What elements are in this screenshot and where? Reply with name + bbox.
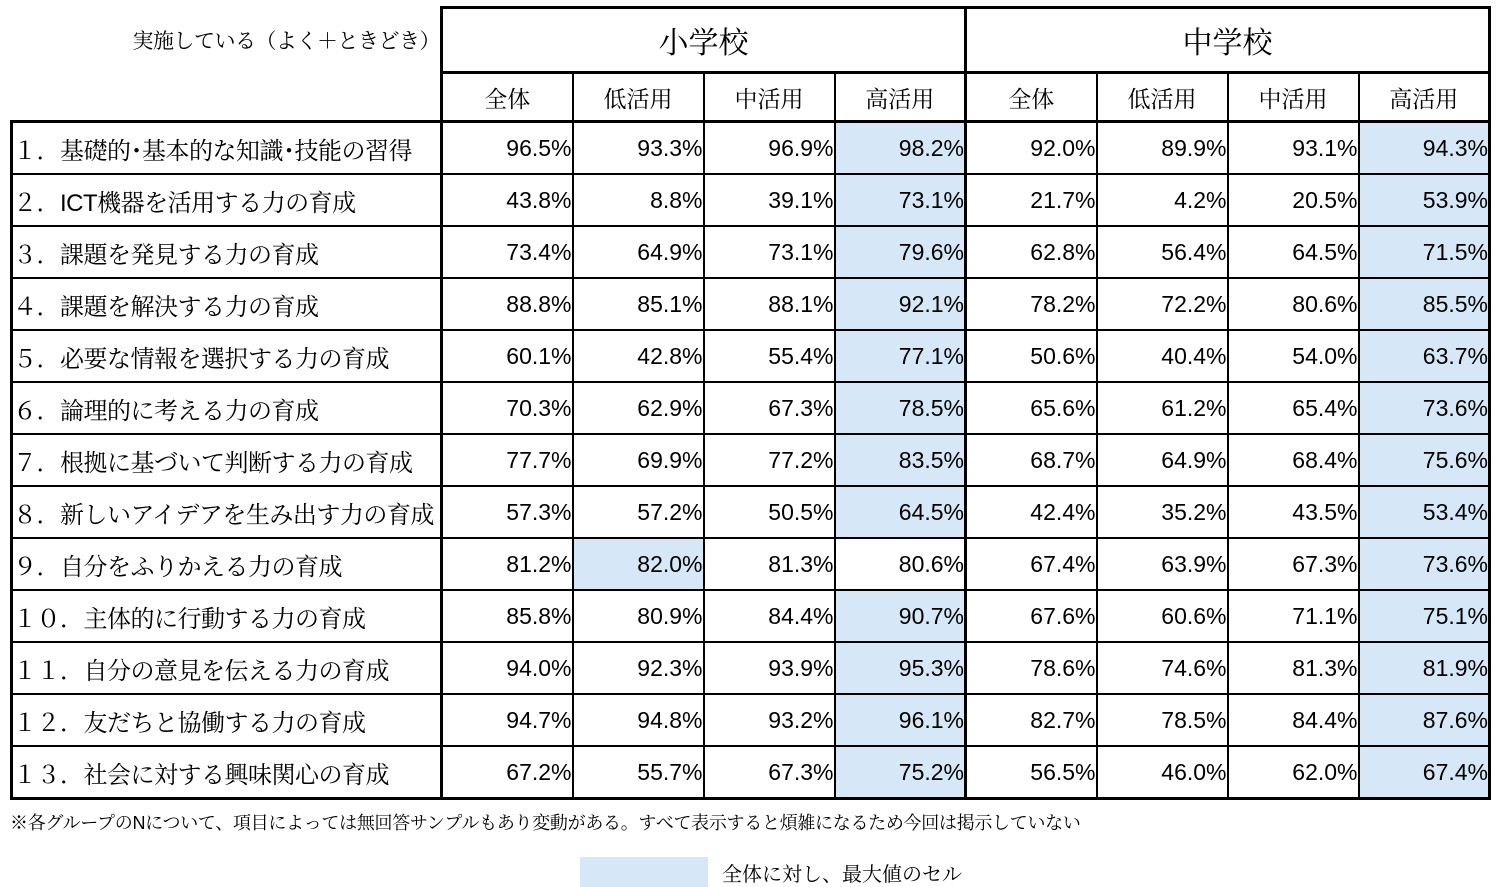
legend-label: 全体に対し、最大値のセル (722, 863, 962, 886)
header-group-juniorhigh: 中学校 (966, 8, 1490, 73)
value-cell: 64.5% (1228, 226, 1359, 278)
value-cell: 62.8% (966, 226, 1097, 278)
value-cell: 93.3% (573, 122, 704, 175)
value-cell: 74.6% (1097, 642, 1228, 694)
header-elementary-low: 低活用 (573, 73, 704, 122)
value-cell: 78.2% (966, 278, 1097, 330)
value-cell: 65.6% (966, 382, 1097, 434)
header-row-groups (12, 8, 1490, 73)
table-row (12, 330, 1490, 382)
table-row (12, 590, 1490, 642)
header-elementary-total: 全体 (442, 73, 573, 122)
value-cell: 35.2% (1097, 486, 1228, 538)
value-cell: 73.6% (1359, 538, 1490, 590)
table-body (12, 122, 1490, 799)
value-cell: 69.9% (573, 434, 704, 486)
value-cell: 75.1% (1359, 590, 1490, 642)
value-cell: 89.9% (1097, 122, 1228, 175)
row-label: ８．新しいアイデアを生み出す力の育成 (12, 486, 442, 538)
value-cell: 93.9% (704, 642, 835, 694)
row-label: ３．課題を発見する力の育成 (12, 226, 442, 278)
value-cell: 84.4% (704, 590, 835, 642)
header-juniorhigh-mid: 中活用 (1228, 73, 1359, 122)
value-cell: 87.6% (1359, 694, 1490, 746)
value-cell: 81.3% (1228, 642, 1359, 694)
row-label: １１．自分の意見を伝える力の育成 (12, 642, 442, 694)
value-cell: 55.7% (573, 746, 704, 799)
value-cell: 81.3% (704, 538, 835, 590)
header-juniorhigh-low: 低活用 (1097, 73, 1228, 122)
table-row (12, 538, 1490, 590)
row-label: ２．ICT機器を活用する力の育成 (12, 174, 442, 226)
value-cell: 94.3% (1359, 122, 1490, 175)
table-row (12, 694, 1490, 746)
value-cell: 53.4% (1359, 486, 1490, 538)
value-cell: 67.2% (442, 746, 573, 799)
legend-color-swatch (580, 857, 708, 887)
value-cell: 85.5% (1359, 278, 1490, 330)
value-cell: 71.1% (1228, 590, 1359, 642)
row-label: ７．根拠に基づいて判断する力の育成 (12, 434, 442, 486)
row-label: ９．自分をふりかえる力の育成 (12, 538, 442, 590)
value-cell: 82.7% (966, 694, 1097, 746)
value-cell: 72.2% (1097, 278, 1228, 330)
row-label: １３．社会に対する興味関心の育成 (12, 746, 442, 799)
value-cell: 98.2% (835, 122, 966, 175)
value-cell: 88.8% (442, 278, 573, 330)
table-row (12, 278, 1490, 330)
value-cell: 65.4% (1228, 382, 1359, 434)
value-cell: 56.5% (966, 746, 1097, 799)
value-cell: 67.3% (704, 382, 835, 434)
value-cell: 43.8% (442, 174, 573, 226)
value-cell: 50.5% (704, 486, 835, 538)
value-cell: 85.1% (573, 278, 704, 330)
value-cell: 81.2% (442, 538, 573, 590)
table-row (12, 226, 1490, 278)
value-cell: 78.5% (835, 382, 966, 434)
value-cell: 67.3% (704, 746, 835, 799)
value-cell: 55.4% (704, 330, 835, 382)
value-cell: 21.7% (966, 174, 1097, 226)
value-cell: 94.7% (442, 694, 573, 746)
value-cell: 56.4% (1097, 226, 1228, 278)
value-cell: 92.3% (573, 642, 704, 694)
value-cell: 81.9% (1359, 642, 1490, 694)
value-cell: 96.9% (704, 122, 835, 175)
value-cell: 43.5% (1228, 486, 1359, 538)
value-cell: 63.7% (1359, 330, 1490, 382)
header-blank-cell (12, 73, 442, 122)
value-cell: 95.3% (835, 642, 966, 694)
value-cell: 53.9% (1359, 174, 1490, 226)
value-cell: 73.1% (835, 174, 966, 226)
header-corner-label: 実施している（よく＋ときどき） (132, 30, 440, 53)
value-cell: 80.6% (835, 538, 966, 590)
row-label: ６．論理的に考える力の育成 (12, 382, 442, 434)
value-cell: 50.6% (966, 330, 1097, 382)
table-row (12, 746, 1490, 799)
value-cell: 80.9% (573, 590, 704, 642)
value-cell: 90.7% (835, 590, 966, 642)
value-cell: 80.6% (1228, 278, 1359, 330)
survey-table (10, 6, 1491, 800)
value-cell: 39.1% (704, 174, 835, 226)
table-row (12, 434, 1490, 486)
value-cell: 61.2% (1097, 382, 1228, 434)
value-cell: 62.0% (1228, 746, 1359, 799)
value-cell: 96.5% (442, 122, 573, 175)
table-row (12, 642, 1490, 694)
value-cell: 75.2% (835, 746, 966, 799)
value-cell: 88.1% (704, 278, 835, 330)
row-label: １．基礎的･基本的な知識･技能の習得 (12, 122, 442, 175)
header-group-elementary: 小学校 (442, 8, 966, 73)
value-cell: 85.8% (442, 590, 573, 642)
value-cell: 67.4% (1359, 746, 1490, 799)
legend (10, 857, 1490, 887)
value-cell: 73.6% (1359, 382, 1490, 434)
value-cell: 68.7% (966, 434, 1097, 486)
value-cell: 67.3% (1228, 538, 1359, 590)
value-cell: 73.4% (442, 226, 573, 278)
value-cell: 40.4% (1097, 330, 1228, 382)
value-cell: 70.3% (442, 382, 573, 434)
row-label: １０．主体的に行動する力の育成 (12, 590, 442, 642)
value-cell: 4.2% (1097, 174, 1228, 226)
header-row-subcolumns (12, 73, 1490, 122)
value-cell: 94.0% (442, 642, 573, 694)
value-cell: 46.0% (1097, 746, 1228, 799)
table-row (12, 174, 1490, 226)
value-cell: 77.1% (835, 330, 966, 382)
value-cell: 64.9% (573, 226, 704, 278)
value-cell: 84.4% (1228, 694, 1359, 746)
value-cell: 77.2% (704, 434, 835, 486)
value-cell: 57.2% (573, 486, 704, 538)
header-elementary-high: 高活用 (835, 73, 966, 122)
header-juniorhigh-total: 全体 (966, 73, 1097, 122)
value-cell: 54.0% (1228, 330, 1359, 382)
row-label: ５．必要な情報を選択する力の育成 (12, 330, 442, 382)
value-cell: 77.7% (442, 434, 573, 486)
value-cell: 78.6% (966, 642, 1097, 694)
header-elementary-mid: 中活用 (704, 73, 835, 122)
table-row (12, 122, 1490, 175)
table-header (12, 8, 1490, 122)
value-cell: 94.8% (573, 694, 704, 746)
value-cell: 79.6% (835, 226, 966, 278)
value-cell: 93.2% (704, 694, 835, 746)
value-cell: 73.1% (704, 226, 835, 278)
row-label: １２．友だちと協働する力の育成 (12, 694, 442, 746)
value-cell: 62.9% (573, 382, 704, 434)
value-cell: 63.9% (1097, 538, 1228, 590)
footnote: ※各グループのNについて、項目によっては無回答サンプルもあり変動がある。すべて表示すると煩雑になるため今回は掲示していない (10, 813, 1081, 833)
value-cell: 42.4% (966, 486, 1097, 538)
value-cell: 92.0% (966, 122, 1097, 175)
value-cell: 64.5% (835, 486, 966, 538)
value-cell: 60.6% (1097, 590, 1228, 642)
value-cell: 20.5% (1228, 174, 1359, 226)
value-cell: 60.1% (442, 330, 573, 382)
value-cell: 67.4% (966, 538, 1097, 590)
value-cell: 82.0% (573, 538, 704, 590)
value-cell: 75.6% (1359, 434, 1490, 486)
value-cell: 8.8% (573, 174, 704, 226)
value-cell: 42.8% (573, 330, 704, 382)
value-cell: 68.4% (1228, 434, 1359, 486)
value-cell: 92.1% (835, 278, 966, 330)
table-row (12, 382, 1490, 434)
value-cell: 67.6% (966, 590, 1097, 642)
value-cell: 83.5% (835, 434, 966, 486)
value-cell: 93.1% (1228, 122, 1359, 175)
value-cell: 71.5% (1359, 226, 1490, 278)
value-cell: 57.3% (442, 486, 573, 538)
table-row (12, 486, 1490, 538)
value-cell: 96.1% (835, 694, 966, 746)
row-label: ４．課題を解決する力の育成 (12, 278, 442, 330)
header-juniorhigh-high: 高活用 (1359, 73, 1490, 122)
value-cell: 64.9% (1097, 434, 1228, 486)
value-cell: 78.5% (1097, 694, 1228, 746)
